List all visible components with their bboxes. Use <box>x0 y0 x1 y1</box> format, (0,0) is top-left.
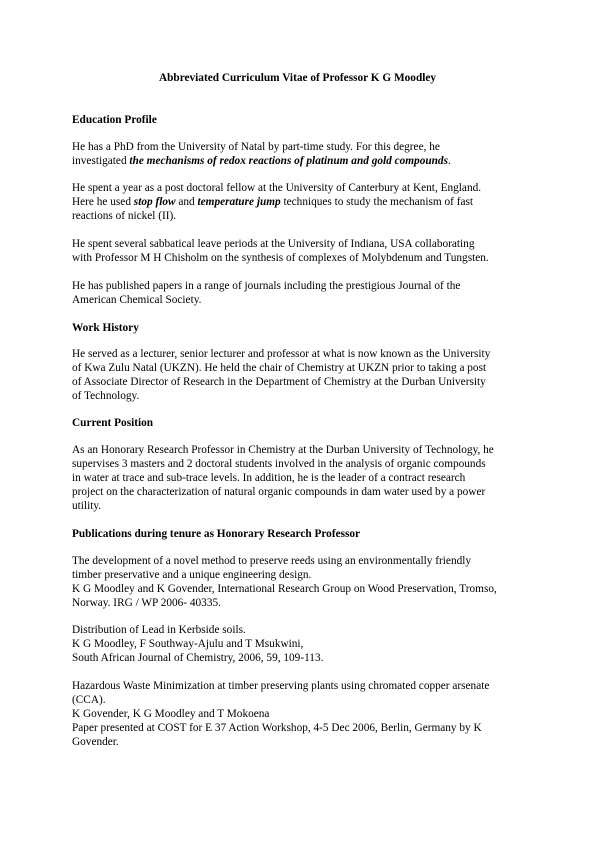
pub3-line-1: Hazardous Waste Minimization at timber preserving plants using chromated copper arsenate <box>72 680 490 692</box>
work-p1-line-4: of Technology. <box>72 389 140 402</box>
education-p2-line-3: reactions of nickel (II). <box>72 209 177 222</box>
work-p1-line-1: He served as a lecturer, senior lecturer and professor at what is now known as the University <box>72 348 491 360</box>
education-p2-emphasis-temperature-jump: temperature jump <box>197 195 281 208</box>
education-p4-line-1: He has published papers in a range of journals including the prestigious Journal of the <box>72 280 461 292</box>
current-position-heading: Current Position <box>72 417 154 429</box>
pub3-line-3: K Govender, K G Moodley and T Mokoena <box>72 707 270 720</box>
publications-heading: Publications during tenure as Honorary Research Professor <box>72 528 361 540</box>
publication-2 <box>72 624 532 666</box>
education-p2-text-pre: Here he used <box>72 195 134 208</box>
education-p1-line-1: He has a PhD from the University of Natal by part-time study. For this degree, he <box>72 141 440 153</box>
education-p3-line-2: with Professor M H Chisholm on the synthesis of complexes of Molybdenum and Tungsten. <box>72 251 489 264</box>
education-p2-line-2 <box>72 196 532 210</box>
pub2-line-1: Distribution of Lead in Kerbside soils. <box>72 624 246 636</box>
education-p3-line-1: He spent several sabbatical leave periods at the University of Indiana, USA collaborating <box>72 238 475 250</box>
current-p1-line-4: project on the characterization of natural organic compounds in dam water used by a power <box>72 485 486 498</box>
education-p1-text-pre: investigated <box>72 154 130 167</box>
current-p1-line-5: utility. <box>72 499 102 512</box>
education-p2-line-1: He spent a year as a post doctoral fellow at the University of Canterbury at Kent, England. <box>72 182 482 194</box>
education-p2-text-mid: and <box>175 195 198 208</box>
education-p1-line-2 <box>72 155 532 169</box>
education-paragraph-4 <box>72 280 532 308</box>
current-position-paragraph <box>72 444 532 514</box>
work-history-paragraph <box>72 348 532 404</box>
education-p1-emphasis: the mechanisms of redox reactions of platinum and gold compounds <box>129 154 448 167</box>
education-paragraph-2 <box>72 182 532 224</box>
work-p1-line-2: of Kwa Zulu Natal (UKZN). He held the chair of Chemistry at UKZN prior to taking a post <box>72 361 487 374</box>
education-paragraph-3 <box>72 238 532 266</box>
pub3-line-2: (CCA). <box>72 693 106 706</box>
publication-3 <box>72 680 532 750</box>
pub3-line-4: Paper presented at COST for E 37 Action Workshop, 4-5 Dec 2006, Berlin, Germany by K <box>72 721 482 734</box>
education-heading: Education Profile <box>72 114 157 126</box>
pub1-line-3: K G Moodley and K Govender, International Research Group on Wood Preservation, Tromso, <box>72 582 497 595</box>
current-p1-line-2: supervises 3 masters and 2 doctoral students involved in the analysis of organic compounds <box>72 457 486 470</box>
work-history-heading: Work History <box>72 322 139 334</box>
pub1-line-2: timber preservative and a unique engineering design. <box>72 568 312 581</box>
publication-1 <box>72 555 532 611</box>
document-title: Abbreviated Curriculum Vitae of Professor K G Moodley <box>158 72 437 84</box>
pub1-line-4: Norway. IRG / WP 2006- 40335. <box>72 596 221 609</box>
pub1-line-1: The development of a novel method to preserve reeds using an environmentally friendly <box>72 555 472 567</box>
education-p2-text-post: techniques to study the mechanism of fast <box>280 195 474 208</box>
pub3-line-5: Govender. <box>72 735 119 748</box>
current-p1-line-1: As an Honorary Research Professor in Chemistry at the Durban University of Technology, he <box>72 444 494 456</box>
pub2-line-3: South African Journal of Chemistry, 2006, 59, 109-113. <box>72 651 324 664</box>
education-p4-line-2: American Chemical Society. <box>72 293 202 306</box>
pub2-line-2: K G Moodley, F Southway-Ajulu and T Msukwini, <box>72 637 304 650</box>
current-p1-line-3: in water at trace and sub-trace levels. In addition, he is the leader of a contract research <box>72 471 466 484</box>
work-p1-line-3: of Associate Director of Research in the Department of Chemistry at the Durban University <box>72 375 486 388</box>
education-paragraph-1 <box>72 141 532 169</box>
education-p2-emphasis-stop-flow: stop flow <box>133 195 176 208</box>
education-p1-text-post: . <box>447 154 451 167</box>
